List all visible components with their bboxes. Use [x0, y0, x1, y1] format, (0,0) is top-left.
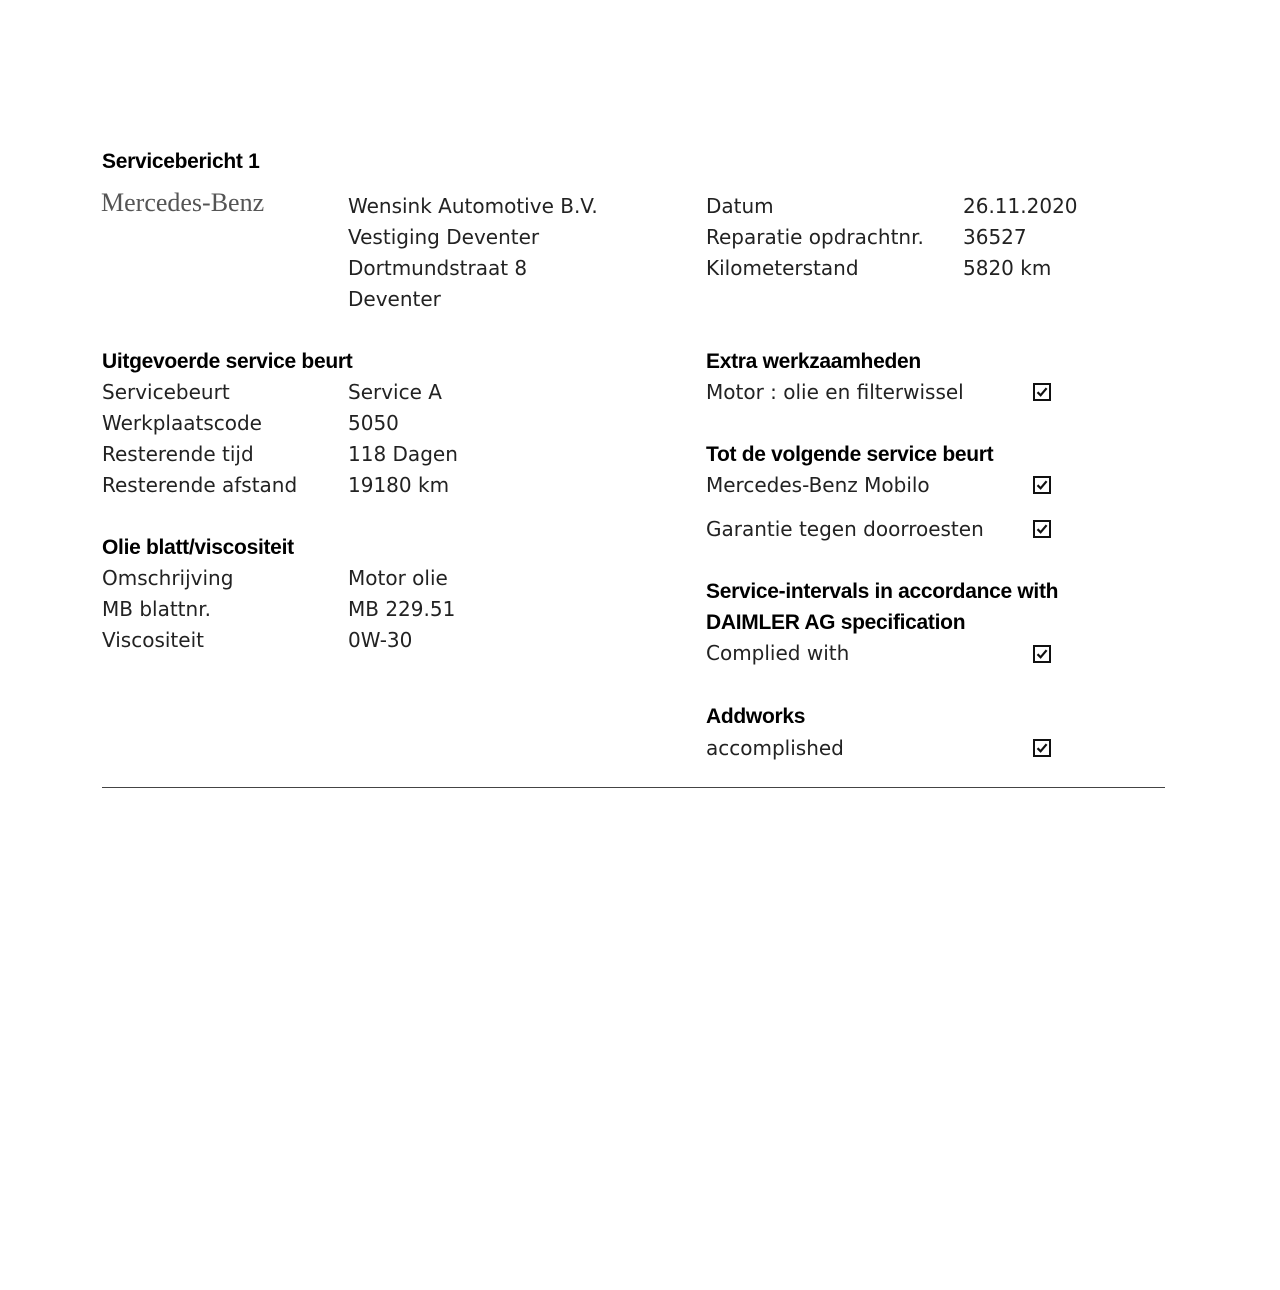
rust-warranty-label: Garantie tegen doorroesten [706, 517, 984, 541]
date-label: Datum [706, 194, 774, 218]
extra-item-checkbox[interactable] [1033, 383, 1051, 401]
oil-description-label: Omschrijving [102, 566, 234, 590]
remaining-time-value: 118 Dagen [348, 442, 458, 466]
viscosity-label: Viscositeit [102, 628, 204, 652]
dealer-branch: Vestiging Deventer [348, 225, 540, 249]
workshop-code-value: 5050 [348, 411, 399, 435]
accomplished-label: accomplished [706, 736, 844, 760]
service-heading: Uitgevoerde service beurt [102, 350, 353, 373]
extra-item-label: Motor : olie en filterwissel [706, 380, 964, 404]
mobilo-checkbox[interactable] [1033, 476, 1051, 494]
intervals-heading-line1: Service-intervals in accordance with [706, 580, 1059, 603]
workshop-code-label: Werkplaatscode [102, 411, 262, 435]
extra-heading: Extra werkzaamheden [706, 350, 921, 373]
service-type-label: Servicebeurt [102, 380, 230, 404]
remaining-distance-value: 19180 km [348, 473, 450, 497]
oil-heading: Olie blatt/viscositeit [102, 536, 294, 559]
checkmark-icon [1036, 648, 1048, 660]
brand-logo: Mercedes-Benz [101, 188, 265, 217]
mobilo-label: Mercedes-Benz Mobilo [706, 473, 930, 497]
remaining-distance-label: Resterende afstand [102, 473, 298, 497]
checkmark-icon [1036, 386, 1048, 398]
oil-sheet-value: MB 229.51 [348, 597, 456, 621]
divider [102, 787, 1165, 788]
next-service-heading: Tot de volgende service beurt [706, 443, 994, 466]
complied-label: Complied with [706, 641, 850, 665]
checkmark-icon [1036, 523, 1048, 535]
addworks-heading: Addworks [706, 705, 806, 728]
dealer-street: Dortmundstraat 8 [348, 256, 528, 280]
oil-description-value: Motor olie [348, 566, 448, 590]
mileage-label: Kilometerstand [706, 256, 859, 280]
accomplished-checkbox[interactable] [1033, 739, 1051, 757]
checkmark-icon [1036, 479, 1048, 491]
mileage-value: 5820 km [963, 256, 1052, 280]
complied-checkbox[interactable] [1033, 645, 1051, 663]
viscosity-value: 0W-30 [348, 628, 413, 652]
dealer-city: Deventer [348, 287, 441, 311]
rust-warranty-checkbox[interactable] [1033, 520, 1051, 538]
page-title: Servicebericht 1 [102, 150, 260, 173]
checkmark-icon [1036, 742, 1048, 754]
date-value: 26.11.2020 [963, 194, 1078, 218]
remaining-time-label: Resterende tijd [102, 442, 254, 466]
dealer-name: Wensink Automotive B.V. [348, 194, 598, 218]
order-number-label: Reparatie opdrachtnr. [706, 225, 924, 249]
order-number-value: 36527 [963, 225, 1027, 249]
intervals-heading-line2: DAIMLER AG specification [706, 611, 966, 634]
oil-sheet-label: MB blattnr. [102, 597, 211, 621]
service-type-value: Service A [348, 380, 442, 404]
